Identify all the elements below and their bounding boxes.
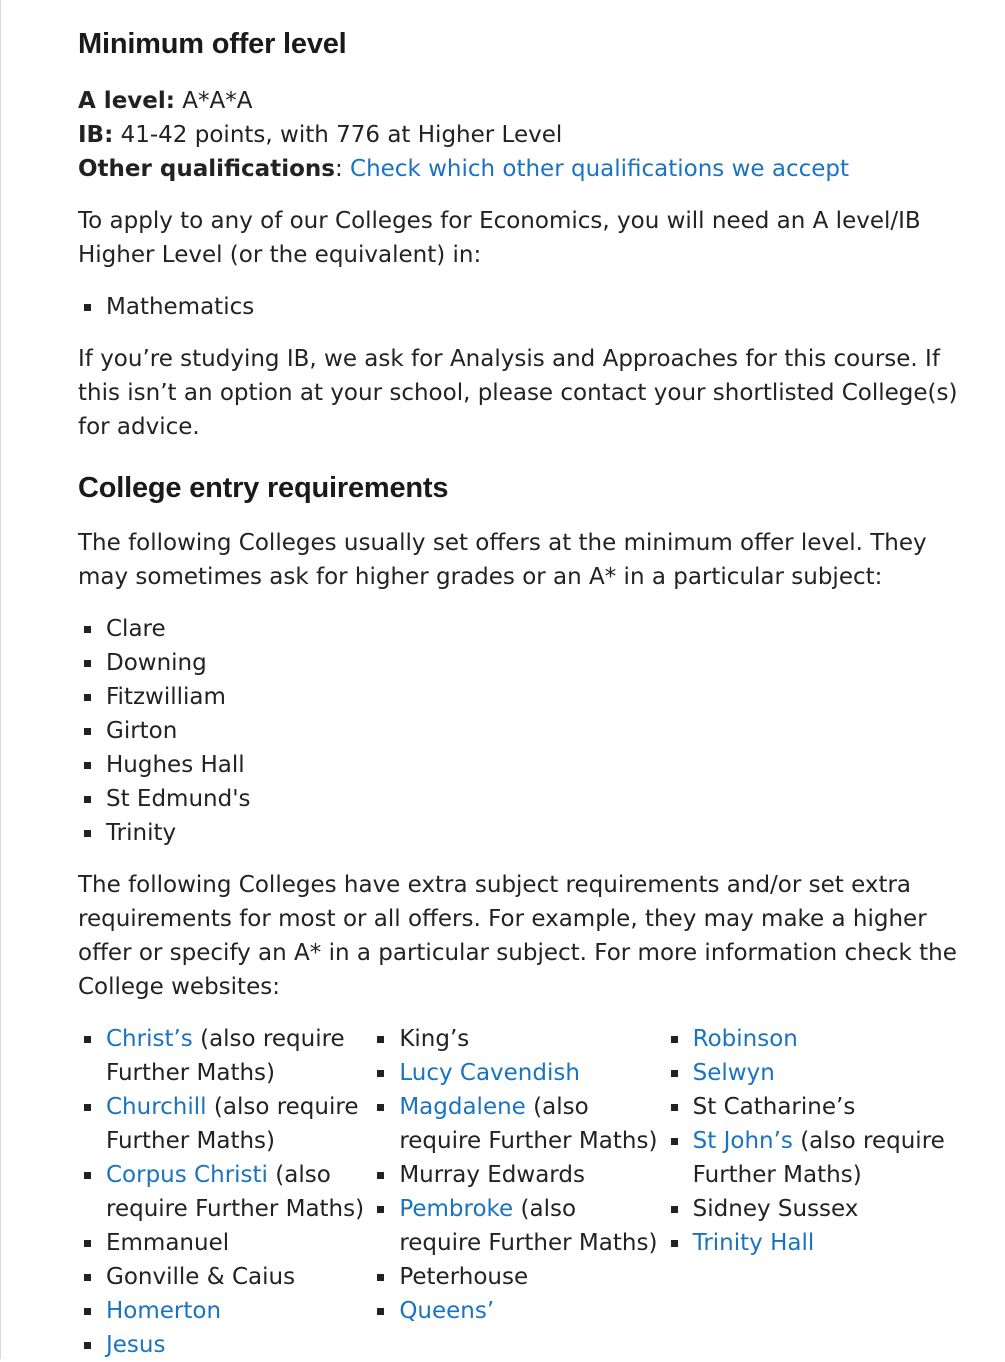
page-left-border xyxy=(0,0,1,1359)
college-item: Hughes Hall xyxy=(78,748,958,782)
extra-college-item xyxy=(665,1192,958,1226)
extra-college-item xyxy=(371,1192,664,1260)
a-level-label: A level: xyxy=(78,88,175,114)
further-maths-note: (also require Further Maths) xyxy=(106,1162,365,1222)
extra-college-item xyxy=(78,1294,371,1328)
minimum-colleges-text: The following Colleges usually set offers at the minimum offer level. They may sometimes ask for higher grades or an A* in a particular subject: xyxy=(78,530,927,590)
extra-requirements-text: The following Colleges have extra subject requirements and/or set extra requirements for most or all offers. For example, they may make a higher offer or specify an A* in a particular subject. For more information check the College websites: xyxy=(78,872,957,1000)
requirement-text: To apply to any of our Colleges for Economics, you will need an A level/IB Higher Level (or the equivalent) in: xyxy=(78,208,921,268)
extra-college-link[interactable]: Pembroke xyxy=(399,1196,514,1222)
extra-college-item xyxy=(78,1158,371,1226)
extra-college-item xyxy=(371,1022,664,1056)
extra-colleges-column-1 xyxy=(78,1022,371,1362)
extra-college-link[interactable]: Queens’ xyxy=(399,1298,495,1324)
extra-colleges-columns xyxy=(78,1022,958,1362)
extra-college-item xyxy=(371,1090,664,1158)
subject-list xyxy=(78,290,958,324)
college-item: Clare xyxy=(78,612,958,646)
further-maths-note: (also require Further Maths) xyxy=(106,1026,345,1086)
extra-college-link[interactable]: Corpus Christi xyxy=(106,1162,268,1188)
extra-college-name: Murray Edwards xyxy=(399,1162,585,1188)
extra-college-item xyxy=(78,1260,371,1294)
extra-college-item xyxy=(78,1022,371,1090)
qualifications-summary xyxy=(78,84,958,186)
subject-item: Mathematics xyxy=(78,290,958,324)
extra-college-item xyxy=(665,1056,958,1090)
other-qualifications-separator: : xyxy=(334,156,343,182)
extra-college-item xyxy=(665,1124,958,1192)
extra-college-item xyxy=(78,1090,371,1158)
extra-college-item xyxy=(665,1226,958,1260)
extra-college-link[interactable]: Christ’s xyxy=(106,1026,193,1052)
other-qualifications-row xyxy=(78,152,958,186)
extra-college-item xyxy=(371,1158,664,1192)
extra-college-link[interactable]: Lucy Cavendish xyxy=(399,1060,580,1086)
extra-college-link[interactable]: Selwyn xyxy=(692,1060,775,1086)
other-qualifications-link[interactable]: Check which other qualifications we accept xyxy=(350,156,850,182)
extra-college-item xyxy=(78,1328,371,1362)
extra-college-item xyxy=(665,1022,958,1056)
extra-college-link[interactable]: Churchill xyxy=(106,1094,207,1120)
a-level-value: A*A*A xyxy=(182,88,253,114)
extra-college-link[interactable]: Magdalene xyxy=(399,1094,526,1120)
extra-college-name: St Catharine’s xyxy=(692,1094,856,1120)
extra-college-link[interactable]: Robinson xyxy=(692,1026,798,1052)
extra-colleges-column-3 xyxy=(665,1022,958,1362)
extra-college-item xyxy=(665,1090,958,1124)
main-content xyxy=(78,24,958,1362)
extra-college-item xyxy=(371,1294,664,1328)
extra-college-name: King’s xyxy=(399,1026,470,1052)
extra-college-link[interactable]: Trinity Hall xyxy=(692,1230,815,1256)
college-item: Girton xyxy=(78,714,958,748)
other-qualifications-label: Other qualifications xyxy=(78,156,335,182)
minimum-offer-heading: Minimum offer level xyxy=(78,28,347,60)
ib-label: IB: xyxy=(78,122,114,148)
extra-college-item xyxy=(78,1226,371,1260)
college-item: Trinity xyxy=(78,816,958,850)
college-entry-heading: College entry requirements xyxy=(78,472,449,504)
college-item: Downing xyxy=(78,646,958,680)
ib-row xyxy=(78,118,958,152)
extra-college-item xyxy=(371,1260,664,1294)
extra-college-link[interactable]: St John’s xyxy=(692,1128,793,1154)
extra-college-name: Peterhouse xyxy=(399,1264,529,1290)
extra-college-name: Gonville & Caius xyxy=(106,1264,296,1290)
college-item: St Edmund's xyxy=(78,782,958,816)
college-item: Fitzwilliam xyxy=(78,680,958,714)
ib-value: 41-42 points, with 776 at Higher Level xyxy=(120,122,563,148)
ib-note: If you’re studying IB, we ask for Analysis and Approaches for this course. If this isn’t an option at your school, please contact your shortlisted College(s) for advice. xyxy=(78,346,958,440)
extra-college-name: Sidney Sussex xyxy=(692,1196,859,1222)
extra-college-link[interactable]: Jesus xyxy=(106,1332,166,1358)
a-level-row xyxy=(78,84,958,118)
further-maths-note: (also require Further Maths) xyxy=(106,1094,359,1154)
extra-colleges-column-2 xyxy=(371,1022,664,1362)
further-maths-note: (also require Further Maths) xyxy=(399,1196,658,1256)
further-maths-note: (also require Further Maths) xyxy=(692,1128,945,1188)
extra-college-link[interactable]: Homerton xyxy=(106,1298,222,1324)
further-maths-note: (also require Further Maths) xyxy=(399,1094,658,1154)
extra-college-name: Emmanuel xyxy=(106,1230,230,1256)
minimum-colleges-list xyxy=(78,612,958,850)
extra-college-item xyxy=(371,1056,664,1090)
